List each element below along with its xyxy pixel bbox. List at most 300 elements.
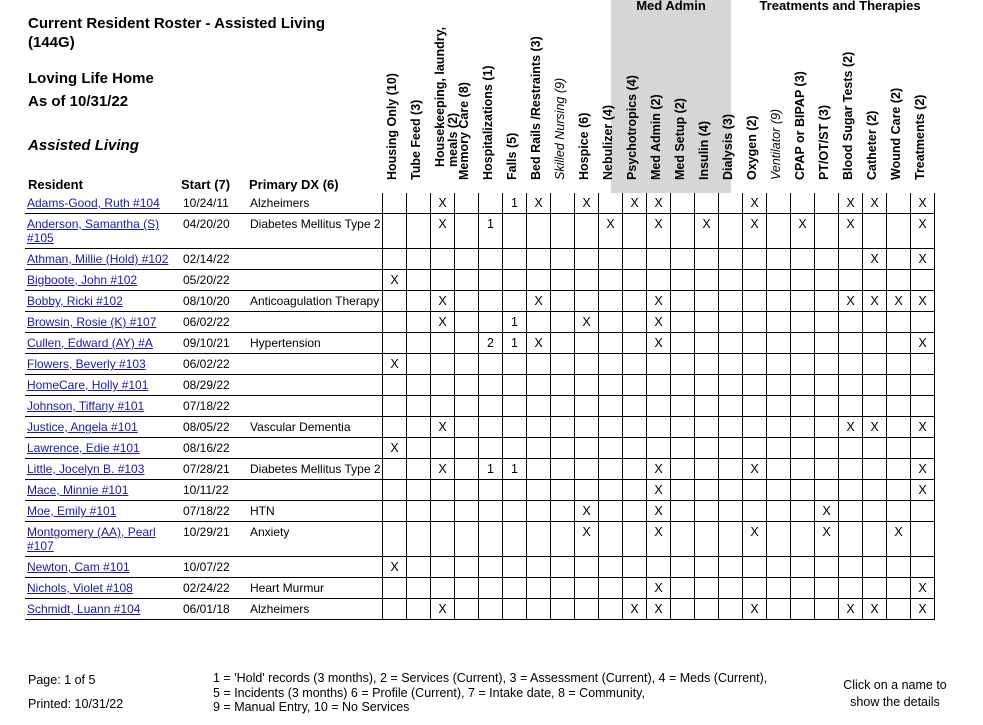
service-mark — [551, 438, 575, 459]
service-mark — [575, 291, 599, 312]
service-mark — [527, 375, 551, 396]
service-mark — [623, 459, 647, 480]
service-mark — [671, 480, 695, 501]
resident-link[interactable]: Bobby, Ricki #102 — [27, 294, 123, 308]
service-mark — [767, 480, 791, 501]
service-mark — [551, 480, 575, 501]
service-mark — [599, 459, 623, 480]
service-mark — [407, 501, 431, 522]
service-mark: X — [815, 501, 839, 522]
service-mark: X — [575, 312, 599, 333]
resident-cell — [25, 214, 180, 249]
service-mark — [719, 291, 743, 312]
service-mark — [407, 214, 431, 249]
service-mark — [407, 396, 431, 417]
service-mark — [479, 249, 503, 270]
service-mark: X — [575, 193, 599, 214]
service-mark — [911, 501, 935, 522]
service-mark — [455, 459, 479, 480]
service-mark — [887, 417, 911, 438]
service-mark — [551, 270, 575, 291]
service-mark — [455, 599, 479, 620]
primary-dx — [250, 354, 383, 375]
service-mark — [527, 417, 551, 438]
report-title: Current Resident Roster - Assisted Living (144G) — [28, 15, 325, 51]
service-mark: X — [743, 599, 767, 620]
service-mark — [719, 354, 743, 375]
primary-dx: Anxiety — [250, 522, 383, 557]
table-row — [25, 578, 935, 599]
service-mark — [839, 312, 863, 333]
service-mark: 1 — [503, 193, 527, 214]
start-date: 08/05/22 — [180, 417, 250, 438]
service-mark — [479, 291, 503, 312]
service-mark: 1 — [503, 312, 527, 333]
service-mark — [575, 578, 599, 599]
service-mark — [719, 193, 743, 214]
service-mark — [911, 312, 935, 333]
service-mark — [503, 375, 527, 396]
service-mark — [599, 193, 623, 214]
service-mark: X — [431, 599, 455, 620]
service-mark: X — [527, 291, 551, 312]
service-mark — [791, 291, 815, 312]
service-mark — [575, 599, 599, 620]
service-mark — [479, 557, 503, 578]
service-mark: X — [911, 333, 935, 354]
service-mark — [623, 375, 647, 396]
table-row — [25, 501, 935, 522]
start-date: 05/20/22 — [180, 270, 250, 291]
service-mark — [431, 438, 455, 459]
service-mark — [479, 522, 503, 557]
service-mark — [599, 599, 623, 620]
service-mark — [407, 557, 431, 578]
service-mark — [407, 578, 431, 599]
primary-dx — [250, 312, 383, 333]
resident-link[interactable]: Cullen, Edward (AY) #A — [27, 336, 153, 350]
service-mark — [527, 480, 551, 501]
service-mark — [455, 396, 479, 417]
service-mark: X — [431, 459, 455, 480]
service-mark — [527, 396, 551, 417]
service-mark — [479, 578, 503, 599]
service-mark: X — [647, 480, 671, 501]
service-mark — [815, 417, 839, 438]
resident-link[interactable]: Bigboote, John #102 — [27, 273, 138, 287]
service-mark — [407, 354, 431, 375]
service-mark — [887, 249, 911, 270]
service-mark — [767, 354, 791, 375]
service-mark — [575, 438, 599, 459]
column-header — [722, 40, 746, 193]
column-header — [626, 40, 650, 193]
service-mark — [599, 578, 623, 599]
column-header — [482, 40, 506, 193]
service-mark: X — [623, 599, 647, 620]
resident-cell — [25, 354, 180, 375]
service-mark — [647, 375, 671, 396]
service-mark — [575, 214, 599, 249]
service-mark — [551, 333, 575, 354]
service-mark — [623, 312, 647, 333]
service-mark — [383, 214, 407, 249]
start-header: Start (7) — [181, 177, 231, 192]
service-mark — [455, 193, 479, 214]
resident-link[interactable]: Johnson, Tiffany #101 — [27, 399, 145, 413]
service-mark — [551, 249, 575, 270]
service-mark — [551, 459, 575, 480]
service-mark — [599, 312, 623, 333]
service-mark — [839, 480, 863, 501]
resident-cell — [25, 249, 180, 270]
service-mark: X — [791, 214, 815, 249]
service-mark — [839, 459, 863, 480]
service-mark: X — [911, 599, 935, 620]
service-mark — [791, 438, 815, 459]
service-mark — [671, 291, 695, 312]
resident-cell — [25, 557, 180, 578]
resident-link[interactable]: Newton, Cam #101 — [27, 560, 130, 574]
service-mark — [719, 501, 743, 522]
service-mark — [719, 438, 743, 459]
service-mark — [767, 557, 791, 578]
service-mark: X — [527, 193, 551, 214]
service-mark — [455, 438, 479, 459]
start-date: 08/16/22 — [180, 438, 250, 459]
service-mark — [647, 396, 671, 417]
service-mark: X — [743, 193, 767, 214]
service-mark — [479, 417, 503, 438]
service-mark — [599, 270, 623, 291]
service-mark — [671, 249, 695, 270]
service-mark — [815, 459, 839, 480]
service-mark — [839, 270, 863, 291]
service-mark — [599, 375, 623, 396]
service-mark — [407, 312, 431, 333]
service-mark — [455, 480, 479, 501]
service-mark — [863, 480, 887, 501]
service-mark — [767, 312, 791, 333]
service-mark — [551, 354, 575, 375]
resident-link[interactable]: Montgomery (AA), Pearl #107 — [27, 525, 156, 553]
resident-link[interactable]: Adams-Good, Ruth #104 — [27, 196, 160, 210]
service-mark: X — [647, 291, 671, 312]
service-mark — [695, 354, 719, 375]
service-mark — [695, 480, 719, 501]
resident-link[interactable]: Browsin, Rosie (K) #107 — [27, 315, 157, 329]
service-mark — [575, 417, 599, 438]
table-row — [25, 557, 935, 578]
service-mark: X — [863, 417, 887, 438]
service-mark: X — [431, 193, 455, 214]
resident-cell — [25, 193, 180, 214]
service-mark — [623, 270, 647, 291]
as-of-date: As of 10/31/22 — [28, 93, 129, 110]
service-mark — [863, 270, 887, 291]
service-mark — [599, 396, 623, 417]
service-mark — [647, 270, 671, 291]
service-mark — [527, 438, 551, 459]
service-mark — [599, 522, 623, 557]
column-header — [578, 40, 602, 193]
service-mark — [599, 417, 623, 438]
table-row — [25, 438, 935, 459]
service-mark — [839, 354, 863, 375]
service-mark — [887, 480, 911, 501]
service-mark — [815, 333, 839, 354]
service-mark — [575, 333, 599, 354]
column-header — [674, 40, 698, 193]
service-mark: X — [911, 459, 935, 480]
service-mark: X — [527, 333, 551, 354]
primary-dx: HTN — [250, 501, 383, 522]
service-mark — [551, 396, 575, 417]
resident-link[interactable]: Nichols, Violet #108 — [27, 581, 133, 595]
service-mark — [623, 354, 647, 375]
service-mark — [719, 480, 743, 501]
service-mark — [599, 557, 623, 578]
service-mark: X — [575, 501, 599, 522]
service-mark — [791, 354, 815, 375]
table-row — [25, 459, 935, 480]
service-mark — [767, 193, 791, 214]
column-header-label: Psychotropics (4) — [625, 75, 639, 180]
service-mark — [455, 501, 479, 522]
service-mark — [743, 396, 767, 417]
service-mark — [863, 522, 887, 557]
service-mark — [599, 438, 623, 459]
service-mark — [791, 459, 815, 480]
column-header — [890, 40, 914, 193]
resident-link[interactable]: Justice, Angela #101 — [27, 420, 138, 434]
service-mark — [431, 270, 455, 291]
service-mark — [647, 354, 671, 375]
service-mark: 1 — [503, 333, 527, 354]
service-mark — [719, 333, 743, 354]
service-mark — [455, 270, 479, 291]
table-row — [25, 333, 935, 354]
resident-link[interactable]: HomeCare, Holly #101 — [27, 378, 149, 392]
service-mark — [743, 438, 767, 459]
service-mark: X — [383, 354, 407, 375]
details-hint: Click on a name to show the details — [843, 678, 947, 709]
treatments-group-label: Treatments and Therapies — [759, 0, 921, 13]
service-mark — [431, 480, 455, 501]
resident-link[interactable]: Schmidt, Luann #104 — [27, 602, 141, 616]
service-mark — [671, 354, 695, 375]
service-mark — [599, 291, 623, 312]
service-mark — [407, 599, 431, 620]
service-mark — [671, 557, 695, 578]
column-header — [698, 40, 722, 193]
resident-link[interactable]: Anderson, Samantha (S) #105 — [27, 217, 160, 245]
service-mark — [839, 557, 863, 578]
service-mark — [767, 578, 791, 599]
resident-header: Resident — [28, 177, 83, 192]
service-mark — [911, 522, 935, 557]
column-header-label: CPAP or BIPAP (3) — [793, 71, 807, 180]
service-mark — [695, 578, 719, 599]
service-mark — [671, 333, 695, 354]
service-mark — [623, 522, 647, 557]
service-mark: X — [575, 522, 599, 557]
service-mark — [431, 249, 455, 270]
service-mark — [599, 249, 623, 270]
column-header-label: Treatments (2) — [913, 94, 927, 180]
service-mark: 1 — [479, 459, 503, 480]
start-date: 06/01/18 — [180, 599, 250, 620]
start-date: 09/10/21 — [180, 333, 250, 354]
column-header-label: Housekeeping, laundry, meals (2) — [433, 26, 460, 167]
service-mark — [695, 333, 719, 354]
legend-line-3: 9 = Manual Entry, 10 = No Services — [213, 700, 410, 714]
resident-cell — [25, 501, 180, 522]
dx-header: Primary DX (6) — [249, 177, 339, 192]
service-mark — [431, 522, 455, 557]
service-mark — [623, 396, 647, 417]
service-mark — [911, 557, 935, 578]
service-mark — [695, 438, 719, 459]
section-title: Assisted Living — [28, 137, 139, 154]
resident-link[interactable]: Flowers, Beverly #103 — [27, 357, 146, 371]
service-mark — [455, 249, 479, 270]
resident-cell — [25, 312, 180, 333]
service-mark — [551, 312, 575, 333]
column-header-label: Blood Sugar Tests (2) — [841, 51, 855, 180]
service-mark: X — [911, 578, 935, 599]
service-mark — [887, 354, 911, 375]
service-mark — [863, 214, 887, 249]
column-header — [386, 40, 410, 193]
service-mark — [887, 214, 911, 249]
service-mark — [743, 354, 767, 375]
service-mark — [767, 333, 791, 354]
primary-dx: Hypertension — [250, 333, 383, 354]
service-mark — [527, 578, 551, 599]
service-mark: X — [839, 599, 863, 620]
column-header — [770, 40, 794, 193]
service-mark — [863, 354, 887, 375]
resident-link[interactable]: Lawrence, Edie #101 — [27, 441, 140, 455]
service-mark — [551, 291, 575, 312]
service-mark — [671, 270, 695, 291]
start-date: 02/24/22 — [180, 578, 250, 599]
service-mark — [431, 578, 455, 599]
service-mark — [551, 557, 575, 578]
primary-dx — [250, 480, 383, 501]
service-mark: X — [863, 249, 887, 270]
column-header — [410, 40, 434, 193]
service-mark — [839, 501, 863, 522]
service-mark — [527, 557, 551, 578]
service-mark — [527, 270, 551, 291]
service-mark — [599, 501, 623, 522]
resident-cell — [25, 599, 180, 620]
service-mark — [383, 193, 407, 214]
resident-cell — [25, 270, 180, 291]
column-header — [842, 40, 866, 193]
start-date: 06/02/22 — [180, 312, 250, 333]
column-header-label: Skilled Nursing (9) — [553, 77, 567, 180]
service-mark — [743, 557, 767, 578]
service-mark — [695, 417, 719, 438]
resident-cell — [25, 480, 180, 501]
service-mark — [671, 193, 695, 214]
column-header — [554, 40, 578, 193]
service-mark — [503, 291, 527, 312]
primary-dx — [250, 270, 383, 291]
service-mark — [623, 417, 647, 438]
resident-link[interactable]: Athman, Millie (Hold) #102 — [27, 252, 169, 266]
resident-link[interactable]: Mace, Minnie #101 — [27, 483, 129, 497]
service-mark — [815, 249, 839, 270]
service-mark — [767, 459, 791, 480]
service-mark: X — [863, 291, 887, 312]
service-mark — [695, 312, 719, 333]
service-mark: X — [911, 193, 935, 214]
service-mark — [839, 438, 863, 459]
service-mark — [455, 522, 479, 557]
service-mark: X — [647, 193, 671, 214]
column-header — [602, 40, 626, 193]
service-mark — [383, 249, 407, 270]
service-mark — [671, 396, 695, 417]
service-mark — [575, 557, 599, 578]
service-mark — [383, 480, 407, 501]
service-mark — [695, 270, 719, 291]
start-date: 07/18/22 — [180, 501, 250, 522]
service-mark — [719, 417, 743, 438]
table-row — [25, 396, 935, 417]
resident-link[interactable]: Little, Jocelyn B. #103 — [27, 462, 145, 476]
service-mark — [887, 578, 911, 599]
service-mark — [815, 557, 839, 578]
service-mark — [503, 578, 527, 599]
service-mark — [743, 375, 767, 396]
resident-cell — [25, 459, 180, 480]
service-mark — [503, 438, 527, 459]
service-mark — [719, 396, 743, 417]
roster-table — [25, 193, 935, 620]
service-mark — [623, 333, 647, 354]
service-mark — [575, 249, 599, 270]
column-header — [818, 40, 842, 193]
service-mark — [815, 193, 839, 214]
service-mark: X — [911, 417, 935, 438]
column-header-label: Hospitalizations (1) — [481, 65, 495, 180]
service-mark — [479, 501, 503, 522]
resident-link[interactable]: Moe, Emily #101 — [27, 504, 117, 518]
service-mark: X — [647, 522, 671, 557]
service-mark — [575, 396, 599, 417]
service-mark: X — [647, 599, 671, 620]
table-row — [25, 480, 935, 501]
service-mark: X — [911, 480, 935, 501]
service-mark: X — [431, 417, 455, 438]
page-number: Page: 1 of 5 — [28, 673, 96, 687]
service-mark — [527, 249, 551, 270]
resident-cell — [25, 291, 180, 312]
service-mark — [551, 417, 575, 438]
service-mark — [575, 459, 599, 480]
start-date: 07/18/22 — [180, 396, 250, 417]
service-mark — [503, 501, 527, 522]
service-mark — [767, 501, 791, 522]
service-mark — [431, 501, 455, 522]
table-row — [25, 291, 935, 312]
column-header — [458, 40, 482, 193]
